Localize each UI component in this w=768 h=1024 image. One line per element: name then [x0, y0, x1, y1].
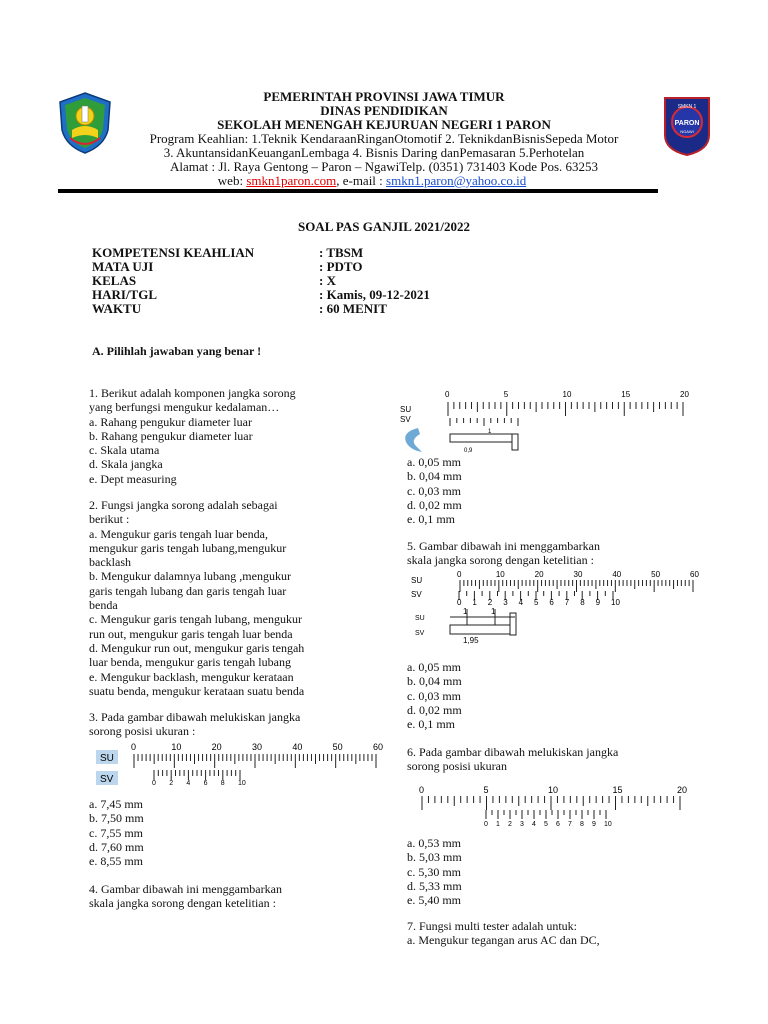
exam-title: SOAL PAS GANJIL 2021/2022 [297, 219, 471, 234]
main-scale-label: 5 [483, 785, 489, 795]
vernier-label: 10 [604, 821, 612, 828]
answer-option[interactable]: d. 0,02 mm [407, 702, 462, 717]
answer-option[interactable]: e. 5,40 mm [407, 893, 461, 908]
answer-option[interactable]: d. 0,02 mm [407, 497, 462, 512]
answer-option[interactable]: c. 5,30 mm [407, 864, 461, 879]
answer-option[interactable]: b. 7,50 mm [89, 811, 144, 826]
answer-option[interactable]: a. 0,05 mm [407, 455, 461, 469]
main-scale-label: 0 [131, 742, 137, 752]
header-line-6: Alamat : Jl. Raya Gentong – Paron – NgawiTelp. (0351) 731403 Kode Pos. 63253 [169, 159, 599, 174]
meta-label: KOMPETENSI KEAHLIAN [92, 245, 255, 260]
section-heading: A. Pilihlah jawaban yang benar ! [92, 344, 262, 358]
main-scale-label: 10 [495, 570, 505, 579]
question-text: sorong posisi ukuran [407, 759, 507, 774]
question-text: 5. Gambar dibawah ini menggambarkan [407, 539, 600, 553]
answer-option[interactable]: b. 0,04 mm [407, 469, 462, 484]
detail-top-label: 1 [491, 607, 496, 616]
vernier-label: 2 [169, 780, 174, 787]
main-scale-label: 15 [612, 785, 623, 795]
header-line-2: DINAS PENDIDIKAN [320, 103, 448, 118]
question-text: 6. Pada gambar dibawah melukiskan jangka [407, 745, 619, 759]
vernier-label: 7 [564, 598, 570, 607]
main-scale-label: 20 [534, 570, 544, 579]
header-line-3: SEKOLAH MENENGAH KEJURUAN NEGERI 1 PARON [217, 117, 551, 132]
question-text: 4. Gambar dibawah ini menggambarkan [89, 882, 282, 896]
vernier-label: 9 [592, 821, 596, 828]
main-scale-label: 50 [651, 570, 661, 579]
main-scale-label: 20 [211, 742, 222, 752]
question-1 [89, 386, 296, 486]
header-line-1: PEMERINTAH PROVINSI JAWA TIMUR [263, 89, 505, 104]
answer-option[interactable]: d. 5,33 mm [407, 878, 462, 893]
answer-option[interactable]: e. Mengukur backlash, mengukur kerataan [89, 669, 294, 684]
q3-caliper-figure [94, 740, 386, 795]
vernier-label: 2 [508, 821, 512, 828]
question-6-options [407, 836, 462, 907]
detail-su-value: 1 [488, 429, 492, 435]
main-scale-label: 20 [680, 390, 689, 399]
answer-option-cont: luar benda, mengukur garis tengah lubang [89, 655, 291, 670]
main-scale-label: 0 [445, 390, 450, 399]
question-text: 7. Fungsi multi tester adalah untuk: [407, 919, 577, 933]
main-scale-label: 10 [562, 390, 572, 399]
main-scale-label: 30 [573, 570, 583, 579]
main-scale-label: 50 [332, 742, 343, 752]
main-scale-label: 5 [503, 390, 509, 399]
email-prefix: , e-mail : [336, 173, 387, 188]
question-text: yang berfungsi mengukur kedalaman… [89, 400, 280, 415]
question-6 [407, 745, 618, 774]
meta-value: : X [319, 273, 336, 288]
question-4 [89, 882, 282, 911]
main-scale-label: 0 [419, 785, 425, 795]
q5-caliper-figure [405, 567, 705, 658]
meta-label: HARI/TGL [92, 287, 158, 302]
q4-caliper-figure [400, 388, 700, 461]
meta-value: : Kamis, 09-12-2021 [319, 287, 430, 302]
answer-option[interactable]: c. Mengukur garis tengah lubang, mengukur [89, 612, 302, 627]
main-scale-label: 30 [252, 742, 263, 752]
vernier-label: 0 [484, 821, 488, 828]
vernier-label: 4 [532, 821, 536, 828]
vernier-label: 1 [472, 598, 477, 607]
answer-option[interactable]: a. 7,45 mm [89, 797, 143, 811]
detail-su-label: SU [415, 615, 425, 622]
meta-label: MATA UJI [92, 259, 154, 274]
vernier-label: 6 [549, 598, 554, 607]
main-scale-label: 60 [690, 570, 699, 579]
right-logo-text-bottom: NGAWI [680, 129, 694, 134]
meta-value: : PDTO [319, 259, 363, 274]
header-divider [58, 189, 658, 193]
meta-label: KELAS [92, 273, 137, 288]
vernier-label: 4 [518, 598, 524, 607]
vernier-label: 9 [595, 598, 601, 607]
answer-option-cont: mengukur garis tengah lubang,mengukur [89, 540, 287, 555]
question-5 [407, 539, 600, 568]
answer-option[interactable]: b. 5,03 mm [407, 850, 462, 865]
main-scale-label: 10 [171, 742, 182, 752]
answer-option[interactable]: a. Mengukur garis tengah luar benda, [89, 526, 268, 541]
detail-top-label: 1 [463, 607, 468, 616]
vernier-label: 5 [544, 821, 548, 828]
answer-option[interactable]: c. 0,03 mm [407, 688, 461, 703]
header-line-5: 3. AkuntansidanKeuanganLembaga 4. Bisnis Daring danPemasaran 5.Perhotelan [163, 145, 585, 160]
main-scale-label: 0 [457, 570, 462, 579]
answer-option[interactable]: e. 8,55 mm [89, 854, 143, 869]
su-label: SU [411, 576, 423, 585]
vernier-label: 2 [487, 598, 493, 607]
question-3 [89, 710, 300, 739]
vernier-label: 0 [457, 598, 462, 607]
vernier-label: 10 [611, 598, 620, 607]
curved-arrow-icon [405, 428, 422, 452]
question-2 [89, 498, 304, 698]
header-contact-line [0, 173, 756, 188]
detail-sv-label: SV [415, 630, 425, 637]
right-logo-text-top: SMKN 1 [677, 104, 697, 110]
meta-value: : 60 MENIT [319, 301, 387, 316]
question-5-options [407, 660, 462, 731]
answer-option[interactable]: d. Mengukur run out, mengukur garis tengah [89, 640, 305, 655]
main-scale-label: 15 [621, 390, 631, 399]
answer-option-cont: run out, mengukur garis tengah luar benda [89, 626, 293, 641]
q6-caliper-figure [410, 784, 700, 833]
sv-label: SV [411, 590, 422, 599]
answer-option[interactable]: e. 0,1 mm [407, 512, 455, 527]
vernier-label: 3 [503, 598, 508, 607]
answer-option[interactable]: e. 0,1 mm [407, 717, 455, 732]
detail-value-label: 1,95 [463, 636, 479, 645]
answer-option[interactable]: a. 0,05 mm [407, 660, 461, 674]
meta-value: : TBSM [319, 245, 364, 260]
main-scale-label: 40 [612, 570, 622, 579]
vernier-label: 3 [520, 821, 524, 828]
question-text: 3. Pada gambar dibawah melukiskan jangka [89, 710, 301, 724]
answer-option-cont: suatu benda, mengukur kerataan suatu benda [89, 683, 305, 698]
answer-option[interactable]: c. Skala utama [89, 443, 160, 458]
answer-option[interactable]: b. Mengukur dalamnya lubang ,mengukur [89, 569, 291, 584]
question-7 [407, 919, 600, 948]
vernier-label: 8 [220, 780, 225, 787]
vernier-label: 0 [152, 780, 156, 787]
question-text: berikut : [89, 512, 130, 527]
question-text: skala jangka sorong dengan ketelitian : [89, 896, 276, 911]
answer-option[interactable]: c. 7,55 mm [89, 825, 143, 840]
question-text: 2. Fungsi jangka sorong adalah sebagai [89, 498, 278, 512]
vernier-label: 10 [238, 780, 246, 787]
su-label: SU [100, 753, 114, 764]
question-3-options [89, 797, 144, 868]
question-text: skala jangka sorong dengan ketelitian : [407, 553, 594, 568]
answer-option[interactable]: c. 0,03 mm [407, 483, 461, 498]
answer-option-cont: backlash [89, 555, 131, 570]
vernier-label: 5 [534, 598, 539, 607]
answer-option[interactable]: a. Mengukur tegangan arus AC dan DC, [407, 933, 600, 948]
vernier-label: 6 [203, 780, 208, 787]
email-link[interactable]: smkn1.paron@yahoo.co.id [386, 173, 527, 188]
main-scale-label: 20 [677, 785, 688, 795]
question-text: sorong posisi ukuran : [89, 724, 196, 739]
vernier-label: 1 [496, 821, 500, 828]
header-line-4: Program Keahlian: 1.Teknik KendaraanRinganOtomotif 2. TeknikdanBisnisSepeda Motor [149, 131, 619, 146]
main-scale-label: 40 [292, 742, 303, 752]
answer-option[interactable]: a. 0,53 mm [407, 836, 461, 850]
sv-label: SV [400, 415, 411, 424]
answer-option[interactable]: e. Dept measuring [89, 471, 177, 486]
vernier-label: 8 [580, 598, 585, 607]
answer-option[interactable]: b. 0,04 mm [407, 674, 462, 689]
vernier-label: 4 [186, 780, 191, 787]
answer-option[interactable]: a. Rahang pengukur diameter luar [89, 414, 252, 429]
detail-sv-value: 0,9 [464, 448, 473, 454]
main-scale-label: 10 [548, 785, 559, 795]
main-scale-label: 60 [373, 742, 384, 752]
answer-option-cont: garis tengah lubang dan garis tengah luar [89, 583, 287, 598]
vernier-label: 8 [580, 821, 584, 828]
answer-option[interactable]: b. Rahang pengukur diameter luar [89, 428, 253, 443]
meta-label: WAKTU [92, 301, 142, 316]
answer-option[interactable]: d. 7,60 mm [89, 839, 144, 854]
vernier-label: 7 [568, 821, 572, 828]
answer-option-cont: benda [89, 598, 118, 613]
answer-option[interactable]: d. Skala jangka [89, 457, 163, 472]
web-prefix: web: [217, 173, 247, 188]
question-4-options [407, 455, 462, 526]
website-link[interactable]: smkn1paron.com [246, 173, 337, 188]
vernier-label: 6 [556, 821, 560, 828]
question-text: 1. Berikut adalah komponen jangka sorong [89, 386, 296, 400]
right-logo-text-mid: PARON [674, 120, 700, 127]
su-label: SU [400, 405, 412, 414]
sv-label: SV [100, 774, 114, 785]
